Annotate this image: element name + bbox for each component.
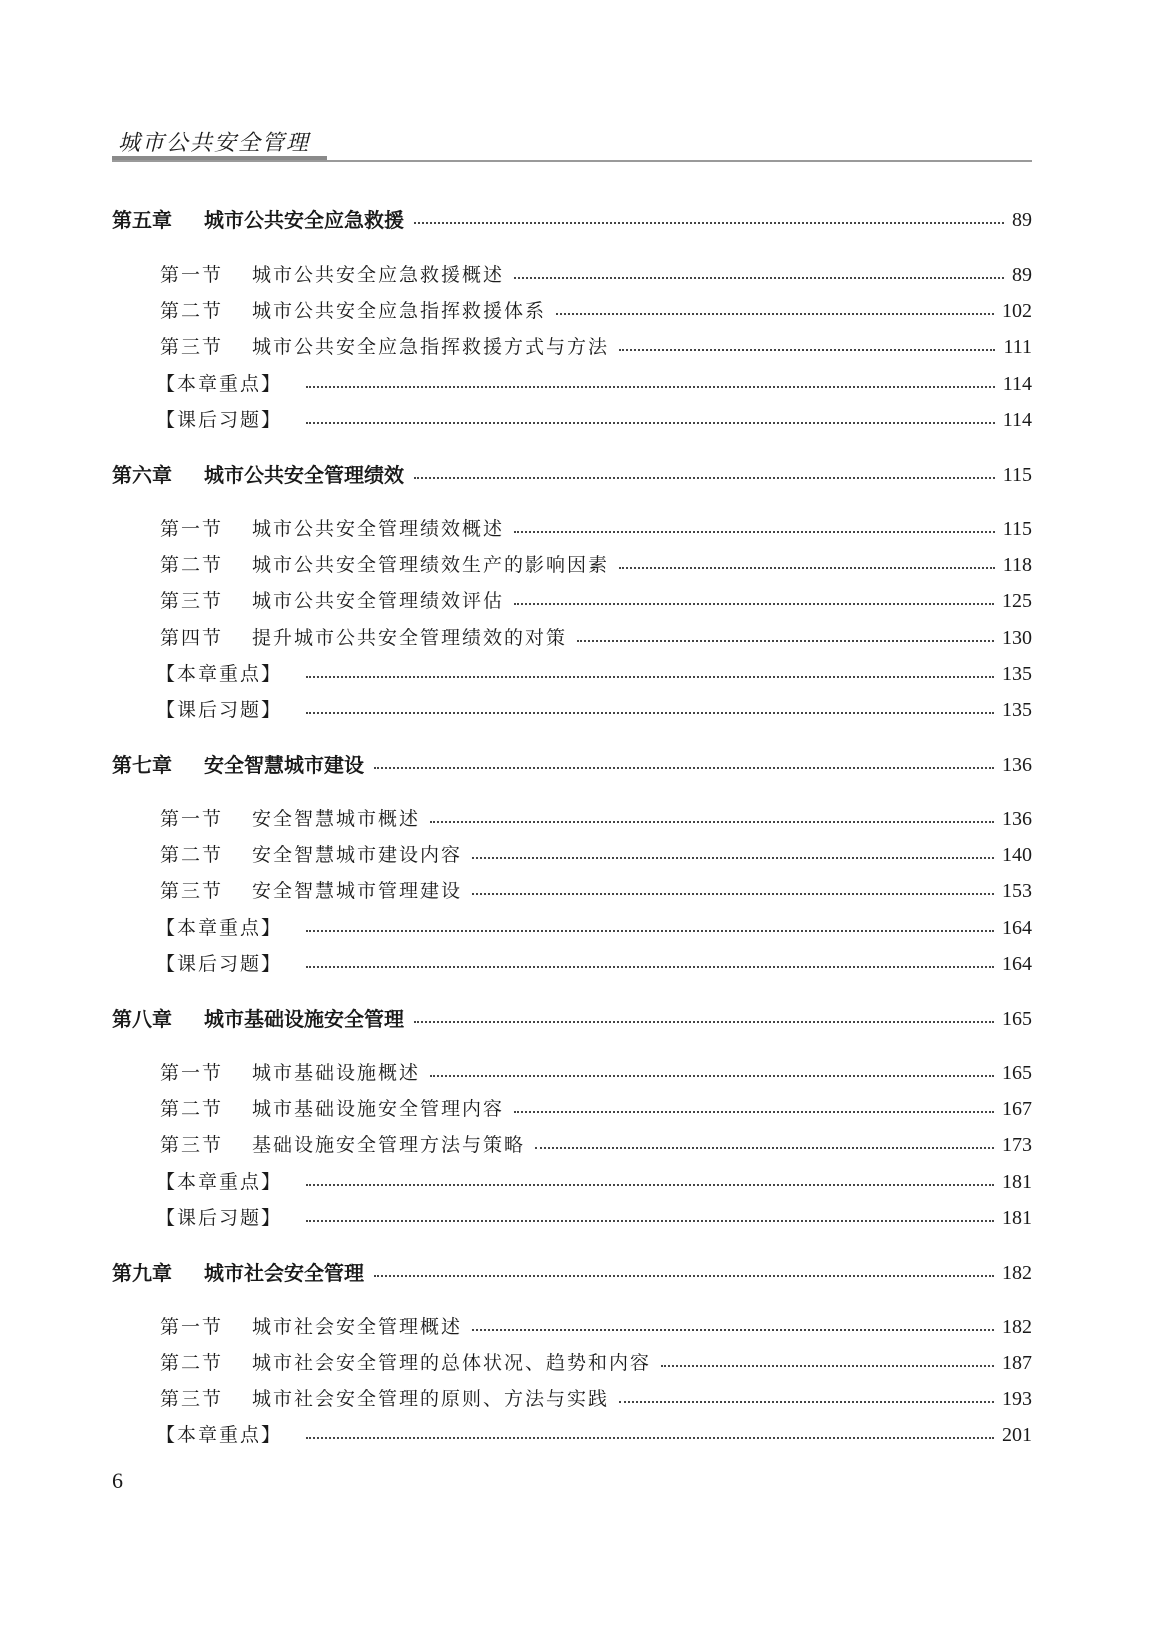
section-title: 提升城市公共安全管理绩效的对策 [252, 627, 568, 649]
dot-leader [514, 1111, 994, 1113]
toc-entry-label [160, 1064, 420, 1083]
chapter-title: 城市基础设施安全管理 [204, 1007, 404, 1031]
toc-entry-label [112, 1009, 404, 1029]
toc-entry-label [156, 665, 296, 684]
toc-page-number: 136 [1002, 754, 1032, 776]
dot-leader [472, 857, 994, 859]
toc-section-entry[interactable] [112, 1089, 1032, 1119]
toc-entry-label [160, 338, 609, 357]
dot-leader [577, 640, 994, 642]
extra-title: 【本章重点】 [156, 663, 283, 685]
toc-entry-label [160, 1136, 525, 1155]
toc-section-entry[interactable] [112, 835, 1032, 865]
toc-page-number: 111 [1003, 336, 1032, 358]
toc-section-entry[interactable] [112, 1053, 1032, 1083]
toc-entry-label [160, 629, 567, 648]
dot-leader [619, 567, 995, 569]
dot-leader [306, 386, 995, 388]
dot-leader [414, 222, 1004, 224]
toc-section-entry[interactable] [112, 871, 1032, 901]
section-number: 第三节 [160, 880, 224, 902]
toc-entry-label [160, 556, 609, 575]
toc-section-entry[interactable] [112, 291, 1032, 321]
section-number: 第二节 [160, 300, 224, 322]
toc-extra-entry[interactable] [112, 944, 1032, 974]
toc-entry-label [160, 1100, 504, 1119]
dot-leader [619, 349, 995, 351]
dot-leader [414, 477, 995, 479]
section-title: 城市公共安全应急指挥救援方式与方法 [252, 336, 610, 358]
section-number: 第三节 [160, 336, 224, 358]
dot-leader [556, 313, 994, 315]
toc-entry-label [160, 520, 504, 539]
section-title: 城市公共安全管理绩效评估 [252, 590, 505, 612]
dot-leader [306, 1184, 994, 1186]
chapter-title: 城市公共安全应急救援 [204, 208, 404, 232]
toc-entry-label [156, 955, 296, 974]
toc-page-number: 182 [1002, 1262, 1032, 1284]
toc-entry-label [112, 755, 364, 775]
chapter-number: 第九章 [112, 1261, 172, 1285]
toc-extra-entry[interactable] [112, 1415, 1032, 1445]
toc-page-number: 135 [1002, 663, 1032, 685]
toc-section-entry[interactable] [112, 1125, 1032, 1155]
dot-leader [472, 893, 994, 895]
toc-page-number: 165 [1002, 1008, 1032, 1030]
toc-entry-label [156, 1209, 296, 1228]
toc-page-number: 115 [1002, 464, 1032, 486]
section-number: 第一节 [160, 808, 224, 830]
dot-leader [374, 1275, 994, 1277]
section-title: 城市公共安全管理绩效概述 [252, 518, 505, 540]
toc-page-number: 115 [1002, 518, 1032, 540]
toc-chapter-entry[interactable] [112, 1253, 1032, 1283]
dot-leader [472, 1329, 994, 1331]
section-number: 第三节 [160, 1388, 224, 1410]
page-number: 6 [112, 1468, 123, 1493]
toc-extra-entry[interactable] [112, 908, 1032, 938]
toc-page-number: 182 [1002, 1316, 1032, 1338]
toc-entry-label [160, 592, 504, 611]
toc-entry-label [112, 1263, 364, 1283]
chapter-number: 第八章 [112, 1007, 172, 1031]
toc-entry-label [156, 411, 296, 430]
toc-page-number: 193 [1002, 1388, 1032, 1410]
section-title: 基础设施安全管理方法与策略 [252, 1134, 526, 1156]
toc-page-number: 173 [1002, 1134, 1032, 1156]
dot-leader [430, 821, 994, 823]
dot-leader [514, 603, 994, 605]
toc-entry-label [160, 810, 420, 829]
toc-chapter-entry[interactable] [112, 200, 1032, 230]
section-title: 安全智慧城市概述 [252, 808, 421, 830]
toc-page-number: 89 [1012, 264, 1032, 286]
toc-entry-label [160, 1390, 609, 1409]
toc-chapter-entry[interactable] [112, 455, 1032, 485]
section-title: 城市公共安全应急指挥救援体系 [252, 300, 547, 322]
toc-extra-entry[interactable] [112, 1198, 1032, 1228]
toc-extra-entry[interactable] [112, 364, 1032, 394]
dot-leader [306, 422, 995, 424]
toc-section-entry[interactable] [112, 545, 1032, 575]
dot-leader [306, 930, 994, 932]
section-number: 第二节 [160, 844, 224, 866]
toc-extra-entry[interactable] [112, 1162, 1032, 1192]
section-title: 城市社会安全管理的原则、方法与实践 [252, 1388, 610, 1410]
toc-entry-label [156, 701, 296, 720]
extra-title: 【本章重点】 [156, 373, 283, 395]
section-number: 第一节 [160, 264, 224, 286]
section-number: 第一节 [160, 518, 224, 540]
dot-leader [306, 1220, 994, 1222]
section-number: 第三节 [160, 590, 224, 612]
chapter-number: 第六章 [112, 463, 172, 487]
section-number: 第二节 [160, 1352, 224, 1374]
toc-page-number: 153 [1002, 880, 1032, 902]
toc-page-number: 130 [1002, 627, 1032, 649]
section-title: 城市基础设施安全管理内容 [252, 1098, 505, 1120]
toc-page-number: 135 [1002, 699, 1032, 721]
toc-entry-label [160, 266, 504, 285]
toc-entry-label [160, 846, 462, 865]
toc-section-entry[interactable] [112, 1307, 1032, 1337]
chapter-title: 城市社会安全管理 [204, 1261, 364, 1285]
extra-title: 【课后习题】 [156, 1207, 283, 1229]
toc-page-number: 125 [1002, 590, 1032, 612]
chapter-number: 第七章 [112, 753, 172, 777]
dot-leader [514, 531, 995, 533]
toc-section-entry[interactable] [112, 509, 1032, 539]
section-number: 第一节 [160, 1062, 224, 1084]
toc-page-number: 164 [1002, 917, 1032, 939]
toc-entry-label [112, 465, 404, 485]
dot-leader [306, 1437, 994, 1439]
toc-entry-label [160, 302, 546, 321]
section-title: 安全智慧城市管理建设 [252, 880, 463, 902]
chapter-number: 第五章 [112, 208, 172, 232]
dot-leader [306, 676, 994, 678]
toc-chapter-entry[interactable] [112, 999, 1032, 1029]
toc-page-number: 164 [1002, 953, 1032, 975]
toc-page-number: 118 [1002, 554, 1032, 576]
section-number: 第四节 [160, 627, 224, 649]
toc-section-entry[interactable] [112, 799, 1032, 829]
toc-page-number: 136 [1002, 808, 1032, 830]
dot-leader [430, 1075, 994, 1077]
dot-leader [535, 1147, 994, 1149]
section-title: 城市社会安全管理的总体状况、趋势和内容 [252, 1352, 652, 1374]
extra-title: 【本章重点】 [156, 1171, 283, 1193]
toc-extra-entry[interactable] [112, 654, 1032, 684]
toc-chapter-entry[interactable] [112, 745, 1032, 775]
toc-section-entry[interactable] [112, 618, 1032, 648]
dot-leader [306, 966, 994, 968]
toc-extra-entry[interactable] [112, 690, 1032, 720]
toc-extra-entry[interactable] [112, 400, 1032, 430]
toc-page-number: 114 [1002, 409, 1032, 431]
extra-title: 【课后习题】 [156, 409, 283, 431]
section-number: 第一节 [160, 1316, 224, 1338]
section-title: 城市公共安全管理绩效生产的影响因素 [252, 554, 610, 576]
toc-entry-label [160, 1318, 462, 1337]
extra-title: 【本章重点】 [156, 917, 283, 939]
toc-entry-label [156, 375, 296, 394]
section-number: 第二节 [160, 1098, 224, 1120]
toc-page-number: 181 [1002, 1171, 1032, 1193]
toc-page-number: 187 [1002, 1352, 1032, 1374]
toc-page-number: 114 [1002, 373, 1032, 395]
section-title: 安全智慧城市建设内容 [252, 844, 463, 866]
toc-entry-label [156, 1173, 296, 1192]
section-number: 第三节 [160, 1134, 224, 1156]
chapter-title: 城市公共安全管理绩效 [204, 463, 404, 487]
dot-leader [661, 1365, 994, 1367]
toc-entry-label [156, 1426, 296, 1445]
toc-page-number: 140 [1002, 844, 1032, 866]
toc-entry-label [112, 210, 404, 230]
toc-section-entry[interactable] [112, 1343, 1032, 1373]
toc-page-number: 89 [1012, 209, 1032, 231]
toc-section-entry[interactable] [112, 327, 1032, 357]
dot-leader [414, 1021, 994, 1023]
book-title: 城市公共安全管理 [118, 131, 311, 156]
extra-title: 【课后习题】 [156, 953, 283, 975]
extra-title: 【本章重点】 [156, 1424, 283, 1446]
toc-page-number: 201 [1002, 1424, 1032, 1446]
toc-entry-label [160, 882, 462, 901]
dot-leader [374, 767, 994, 769]
section-number: 第二节 [160, 554, 224, 576]
toc-section-entry[interactable] [112, 581, 1032, 611]
section-title: 城市基础设施概述 [252, 1062, 421, 1084]
section-title: 城市社会安全管理概述 [252, 1316, 463, 1338]
section-title: 城市公共安全应急救援概述 [252, 264, 505, 286]
chapter-title: 安全智慧城市建设 [204, 753, 364, 777]
toc-entry-label [160, 1354, 651, 1373]
toc-page-number: 102 [1002, 300, 1032, 322]
extra-title: 【课后习题】 [156, 699, 283, 721]
toc-page-number: 181 [1002, 1207, 1032, 1229]
toc-page-number: 167 [1002, 1098, 1032, 1120]
dot-leader [514, 277, 1004, 279]
toc-entry-label [156, 919, 296, 938]
toc-section-entry[interactable] [112, 255, 1032, 285]
dot-leader [619, 1401, 994, 1403]
toc-page-number: 165 [1002, 1062, 1032, 1084]
dot-leader [306, 712, 994, 714]
toc-section-entry[interactable] [112, 1379, 1032, 1409]
